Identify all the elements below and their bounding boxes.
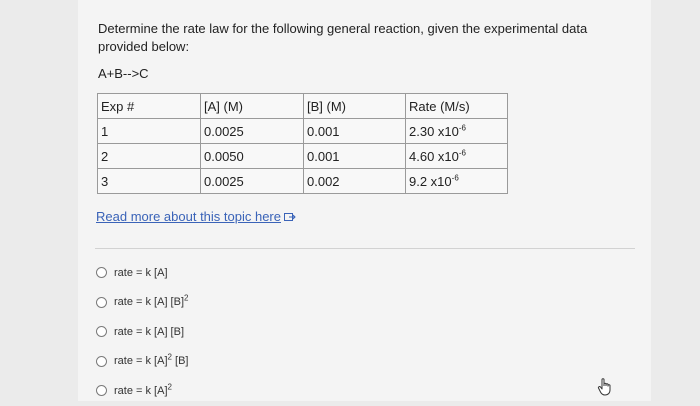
cell-exp: 1 bbox=[98, 119, 201, 144]
option-label: rate = k [A] $[B]^2$ bbox=[114, 293, 189, 309]
option-5[interactable] bbox=[96, 376, 188, 406]
radio-button[interactable] bbox=[96, 267, 107, 278]
cell-rate: 2.30 $x10^{-6}$ bbox=[406, 119, 508, 144]
divider bbox=[95, 248, 635, 249]
cell-exp: 3 bbox=[98, 169, 201, 194]
external-link-icon bbox=[284, 212, 296, 222]
option-label: rate = k [A] bbox=[114, 266, 168, 279]
cell-exp: 2 bbox=[98, 144, 201, 169]
header-b: [B] (M) bbox=[304, 94, 406, 119]
table-row bbox=[98, 119, 508, 144]
header-a: [A] (M) bbox=[201, 94, 304, 119]
option-1[interactable] bbox=[96, 258, 188, 288]
radio-button[interactable] bbox=[96, 326, 107, 337]
cell-a: 0.0025 bbox=[201, 119, 304, 144]
radio-button[interactable] bbox=[96, 356, 107, 367]
header-rate: Rate (M/s) bbox=[406, 94, 508, 119]
table-header-row bbox=[98, 94, 508, 119]
cell-rate: 4.60 $x10^{-6}$ bbox=[406, 144, 508, 169]
cell-b: 0.002 bbox=[304, 169, 406, 194]
option-label: rate = k $[A]^2$ [B] bbox=[114, 352, 189, 368]
option-2[interactable] bbox=[96, 288, 188, 318]
read-more-label: Read more about this topic here bbox=[96, 209, 281, 224]
answer-options bbox=[96, 258, 188, 406]
option-3[interactable] bbox=[96, 317, 188, 347]
radio-button[interactable] bbox=[96, 297, 107, 308]
question-text: Determine the rate law for the following general reaction, given the experimental data provided below: bbox=[98, 21, 588, 54]
cell-rate: 9.2 $x10^{-6}$ bbox=[406, 169, 508, 194]
option-label: rate = k [A] [B] bbox=[114, 325, 185, 338]
cell-a: 0.0050 bbox=[201, 144, 304, 169]
cell-b: 0.001 bbox=[304, 144, 406, 169]
hand-pointer-icon bbox=[597, 378, 613, 396]
read-more-link[interactable] bbox=[96, 209, 296, 224]
option-label: rate = k $[A]^2$ bbox=[114, 382, 172, 397]
cell-a: 0.0025 bbox=[201, 169, 304, 194]
cell-b: 0.001 bbox=[304, 119, 406, 144]
option-4[interactable] bbox=[96, 347, 188, 377]
table-row bbox=[98, 169, 508, 194]
header-exp: Exp # bbox=[98, 94, 201, 119]
experiment-table bbox=[97, 93, 508, 194]
table-row bbox=[98, 144, 508, 169]
radio-button[interactable] bbox=[96, 385, 107, 396]
reaction-equation: A+B-->C bbox=[98, 66, 149, 81]
